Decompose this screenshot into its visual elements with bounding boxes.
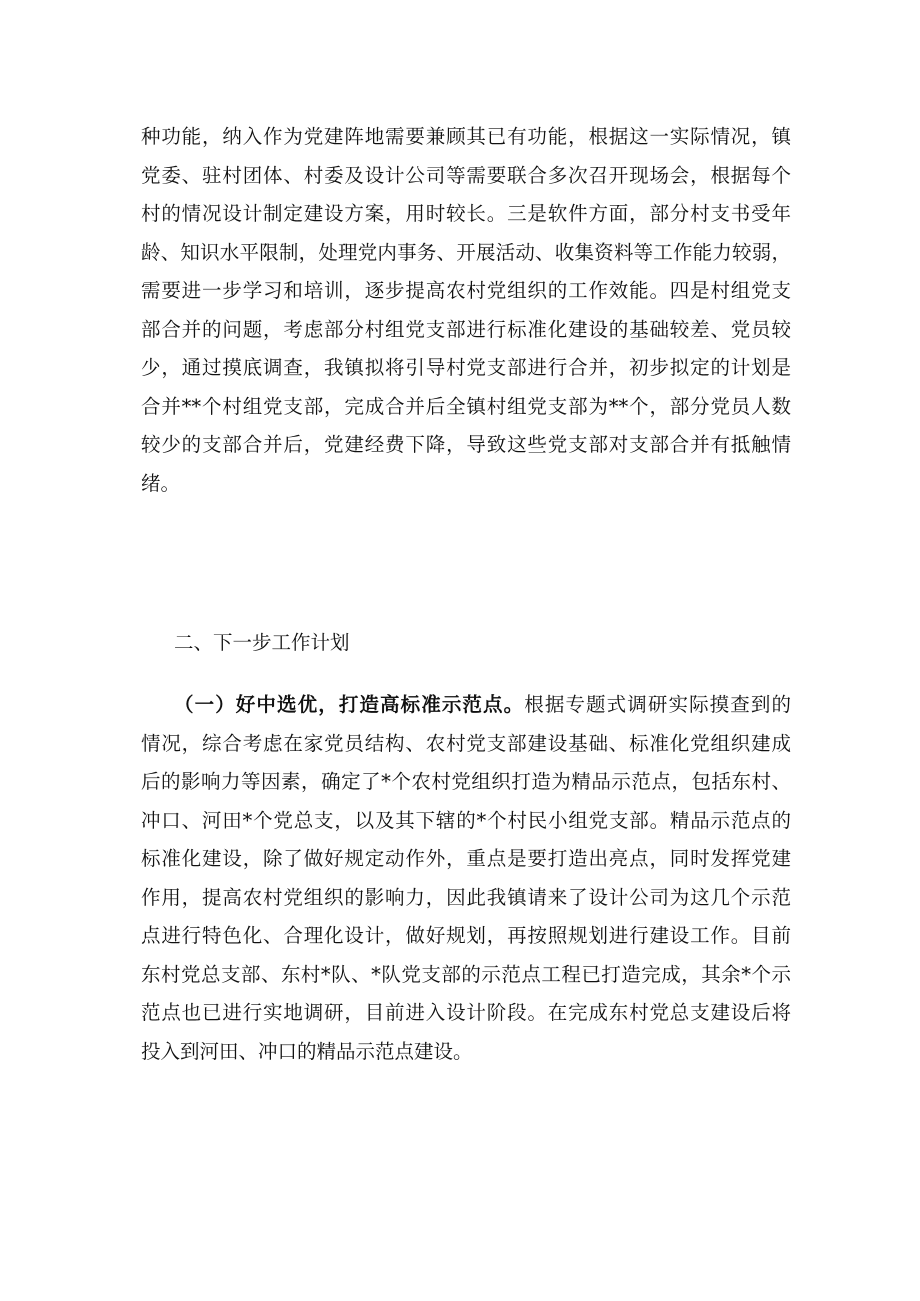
paragraph-line: 投入到河田、冲口的精品示范点建设。 xyxy=(141,1039,473,1063)
paragraph-line: 种功能，纳入作为党建阵地需要兼顾其已有功能，根据这一实际情况，镇 xyxy=(141,125,791,148)
paragraph-line: 后的影响力等因素，确定了*个农村党组织打造为精品示范点，包括东村、 xyxy=(141,770,791,793)
paragraph-problems xyxy=(141,118,791,503)
paragraph-lead-rest: 根据专题式调研实际摸查到的 xyxy=(524,693,791,716)
paragraph-line: 部合并的问题，考虑部分村组党支部进行标准化建设的基础较差、党员较 xyxy=(141,317,791,341)
paragraph-plan xyxy=(141,686,791,1071)
paragraph-line: 范点也已进行实地调研，目前进入设计阶段。在完成东村党总支建设后将 xyxy=(141,1001,791,1024)
paragraph-line: 冲口、河田*个党总支，以及其下辖的*个村民小组党支部。精品示范点的 xyxy=(141,808,791,832)
paragraph-line: 合并**个村组党支部，完成合并后全镇村组党支部为**个，部分党员人数 xyxy=(141,394,791,418)
paragraph-line: 党委、驻村团体、村委及设计公司等需要联合多次召开现场会，根据每个 xyxy=(141,163,791,187)
paragraph-first-line xyxy=(141,686,791,725)
section-heading: 二、下一步工作计划 xyxy=(174,631,350,654)
paragraph-line: 东村党总支部、东村*队、*队党支部的示范点工程已打造完成，其余*个示 xyxy=(141,962,791,986)
paragraph-line: 标准化建设，除了做好规定动作外，重点是要打造出亮点，同时发挥党建 xyxy=(141,847,791,870)
paragraph-line: 较少的支部合并后，党建经费下降，导致这些党支部对支部合并有抵触情 xyxy=(141,433,791,456)
paragraph-line: 绪。 xyxy=(141,471,181,495)
paragraph-lead-bold: （一）好中选优，打造高标准示范点。 xyxy=(174,693,525,716)
paragraph-line: 点进行特色化、合理化设计，做好规划，再按照规划进行建设工作。目前 xyxy=(141,924,791,947)
paragraph-line: 作用，提高农村党组织的影响力，因此我镇请来了设计公司为这几个示范 xyxy=(141,885,791,909)
paragraph-line: 村的情况设计制定建设方案，用时较长。三是软件方面，部分村支书受年 xyxy=(141,202,791,225)
paragraph-line: 需要进一步学习和培训，逐步提高农村党组织的工作效能。四是村组党支 xyxy=(141,279,791,302)
paragraph-line: 龄、知识水平限制，处理党内事务、开展活动、收集资料等工作能力较弱， xyxy=(141,240,791,264)
paragraph-line: 少，通过摸底调查，我镇拟将引导村党支部进行合并，初步拟定的计划是 xyxy=(141,356,791,379)
paragraph-line: 情况，综合考虑在家党员结构、农村党支部建设基础、标准化党组织建成 xyxy=(141,731,791,755)
